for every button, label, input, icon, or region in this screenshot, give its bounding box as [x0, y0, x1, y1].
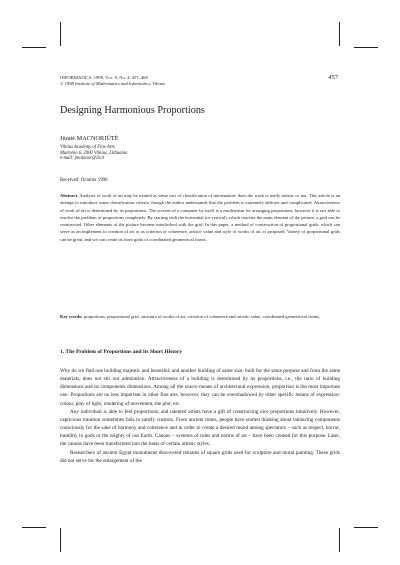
page-number: 457: [328, 74, 338, 81]
affiliation-institution: Vilnius Academy of Fine Arts: [60, 145, 115, 150]
abstract: [60, 192, 340, 243]
keywords-label: Key words:: [60, 314, 83, 319]
body-paragraph: Why do we find one building majestic and beautiful, and another building of same size, built for the same purpose and from the same materials, does not stir our admiration. Attractiveness of a building is determined by its proportions, i.e., the ratio of building dimensions and its components dimensions. Among all the scarce means of architectural expression, proportion is the most important one. Proportions are no less important in other fine arts, however, they can be overshadowed by other specific means of expression: colour, play of light, rendering of movement, the plot, etc.: [60, 368, 340, 407]
section-body: [60, 367, 340, 465]
keywords: [60, 313, 340, 320]
body-paragraph: Any individual is able to feel proportions, and talented artists have a gift of constructing nice proportions intuitively. However, capricious intuition sometimes fails to satisfy creators. From ancient times, people have started thinking about balancing components consciously for the sake of harmony and coherence and in order to create a desired mood among spectators – such as respect, horror, humility to gods or the mighty of our Earth. Canons – systems of rules and norms of art – have been created for this purpose. Later, the canons have been transformed into the basis of certain artistic styles.: [60, 408, 340, 448]
crop-mark: [339, 22, 340, 46]
crop-mark: [339, 528, 340, 552]
affiliation-address: Maironio 6, 2000 Vilnius, Lithuania: [60, 150, 128, 156]
keywords-text: proportions, proportional grid, structure of works of art, criterion of coherence and artistic value, coordinated geometrical forms.: [83, 314, 321, 319]
received-date: Received: October 1998: [60, 178, 108, 183]
crop-mark: [22, 47, 46, 48]
journal-copyright: © 1998 Institute of Mathematics and Informatics, Vilnius: [60, 81, 165, 86]
crop-mark: [60, 22, 61, 46]
paper-title: Designing Harmonious Proportions: [60, 105, 205, 116]
affiliation-email: e-mail: jmatonor@lii.lt: [60, 156, 104, 162]
crop-mark: [354, 527, 378, 528]
author-name: Jūratė MACNORIŪTĖ: [60, 135, 119, 142]
crop-mark: [60, 528, 61, 552]
journal-info: [60, 75, 320, 87]
crop-mark: [354, 47, 378, 48]
abstract-label: Abstract.: [60, 193, 79, 198]
section-heading: 1. The Problem of Proportions and its Short History: [60, 349, 183, 355]
abstract-text: Analysis of work of art may be treated as some sort of classification of information: does the work is really artistic or not. This article is an attempt to introduce some classification criteria, though the author understands that the problem is extremely delicate and complicated. Attractiveness of work of art is determined by its proportions. The screens of a computer by itself is a mechanism for arranging proportions, however it is not able to resolve the problem of proportions completely. By starting with the horizontal (or vertical), which touches the main element of the picture, a grid can be constructed. Other elements of the picture become interlocked with the grid. In this paper, a method of construction of proportional grids, which can serve as an implement to creation of art or as criterion of coherence, artistic value and style of works of art, is proposed. Variety of proportional grids can be great, and we can create its from grids of coordinated geometrical forms.: [60, 193, 340, 242]
author-affiliation: [60, 145, 127, 162]
crop-mark: [22, 527, 46, 528]
journal-citation: INFORMATICA, 1998, Vol. 9, No. 4, 457–468: [60, 75, 148, 80]
body-paragraph: Researchers of ancient Egypt monuments discovered remains of square grids used for sculpture and mural painting. These grids did not serve for the enlargement of the: [60, 449, 340, 464]
